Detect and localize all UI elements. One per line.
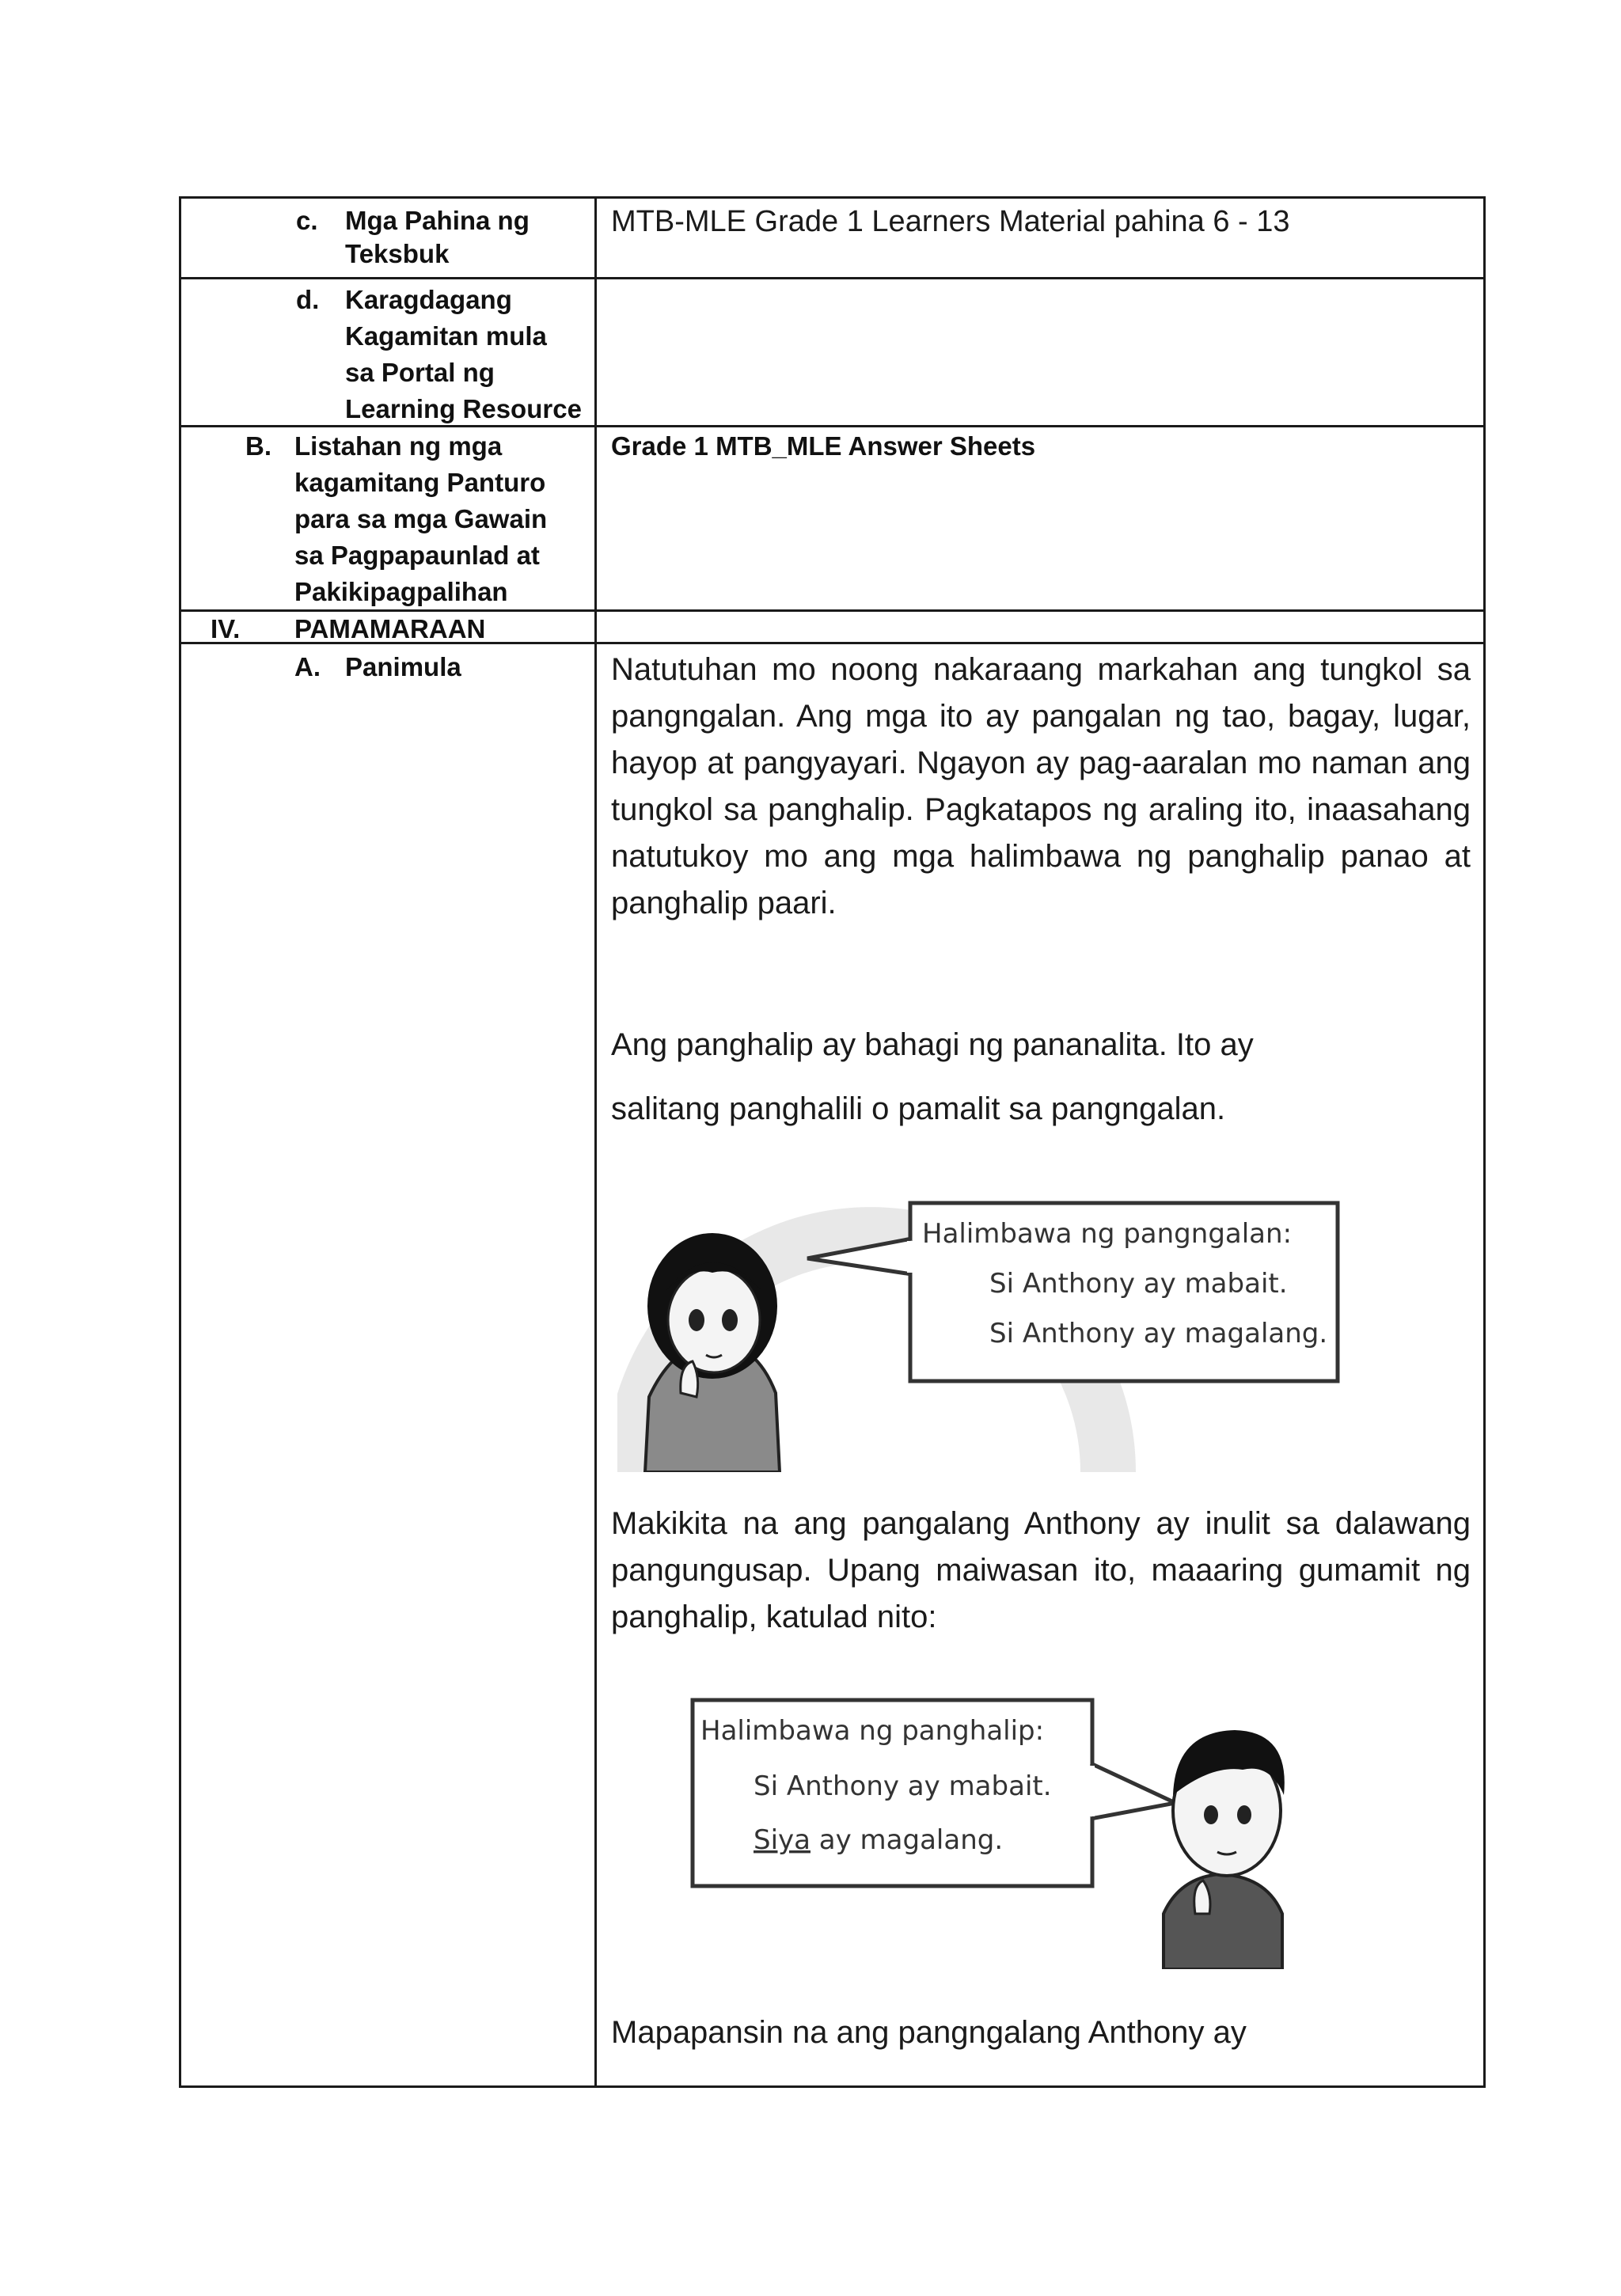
row-b-label-line: sa Pagpapaunlad at — [294, 541, 540, 570]
table-bottom-border — [179, 2085, 1486, 2088]
row-b-label-line: Listahan ng mga — [294, 431, 503, 461]
row-b-label-line: para sa mga Gawain — [294, 504, 548, 533]
definition-line: Ang panghalip ay bahagi ng pananalita. Ito ay — [611, 1027, 1254, 1062]
row-d-label-line: sa Portal ng — [345, 358, 495, 387]
boy-figure — [1164, 1730, 1285, 1969]
row-b-label-line: Pakikipagpalihan — [294, 577, 508, 606]
row-c-label-line: Mga Pahina ng — [345, 206, 530, 235]
row-a-marker: A. — [294, 652, 321, 681]
bubble1-line: Si Anthony ay magalang. — [989, 1318, 1328, 1349]
row-c-content: MTB-MLE Grade 1 Learners Material pahina 6 - 13 — [611, 205, 1290, 238]
closing-line: Mapapansin na ang pangngalang Anthony ay — [611, 2015, 1247, 2050]
bubble2-line — [754, 1824, 1003, 1856]
girl-illustration — [617, 1179, 1353, 1472]
row-d-marker: d. — [296, 285, 320, 314]
row-b-marker: B. — [245, 431, 271, 461]
row-iv-marker: IV. — [211, 614, 241, 643]
row-c-marker: c. — [296, 206, 318, 235]
table-right-border — [1483, 196, 1486, 2088]
row-b-label-line: kagamitang Panturo — [294, 468, 546, 497]
table-top-border — [179, 196, 1486, 199]
row-d-label-line: Learning Resource — [345, 394, 582, 423]
bubble2-pronoun: Siya — [754, 1824, 810, 1856]
row-d-label-line: Karagdagang — [345, 285, 512, 314]
boy-illustration — [689, 1676, 1322, 1969]
row-iv-label: PAMAMARAAN — [294, 614, 486, 643]
speech-bubble — [693, 1700, 1175, 1886]
bubble2-line-rest: ay magalang. — [810, 1824, 1004, 1856]
bubble2-line: Si Anthony ay mabait. — [754, 1770, 1052, 1802]
middle-paragraph: Makikita na ang pangalang Anthony ay inulit sa dalawang pangungusap. Upang maiwasan ito, maaaring gumamit ng panghalip, katulad nito: — [611, 1506, 1471, 1634]
intro-paragraph: Natutuhan mo noong nakaraang markahan ang tungkol sa pangngalan. Ang mga ito ay pangalan ng tao, bagay, lugar, hayop at pangyayari. Ngayon ay pag-aaralan mo naman ang tungkol sa panghalip. Pagkatapos ng araling ito, inaasahang natutukoy mo ang mga halimbawa ng panghalip panao at panghalip paari. — [611, 652, 1471, 920]
row-b-content: Grade 1 MTB_MLE Answer Sheets — [611, 431, 1036, 461]
definition-line: salitang panghalili o pamalit sa pangngalan. — [611, 1091, 1226, 1126]
column-divider — [594, 196, 597, 2088]
bubble1-title: Halimbawa ng pangngalan: — [922, 1218, 1293, 1250]
table-left-border — [179, 196, 181, 2088]
bubble2-title: Halimbawa ng panghalip: — [700, 1715, 1045, 1747]
girl-figure — [645, 1233, 780, 1472]
row-d-label-line: Kagamitan mula — [345, 321, 547, 351]
row-c-label-line: Teksbuk — [345, 239, 450, 268]
row-divider — [179, 277, 1486, 279]
row-a-label: Panimula — [345, 652, 461, 681]
bubble1-line: Si Anthony ay mabait. — [989, 1268, 1288, 1300]
